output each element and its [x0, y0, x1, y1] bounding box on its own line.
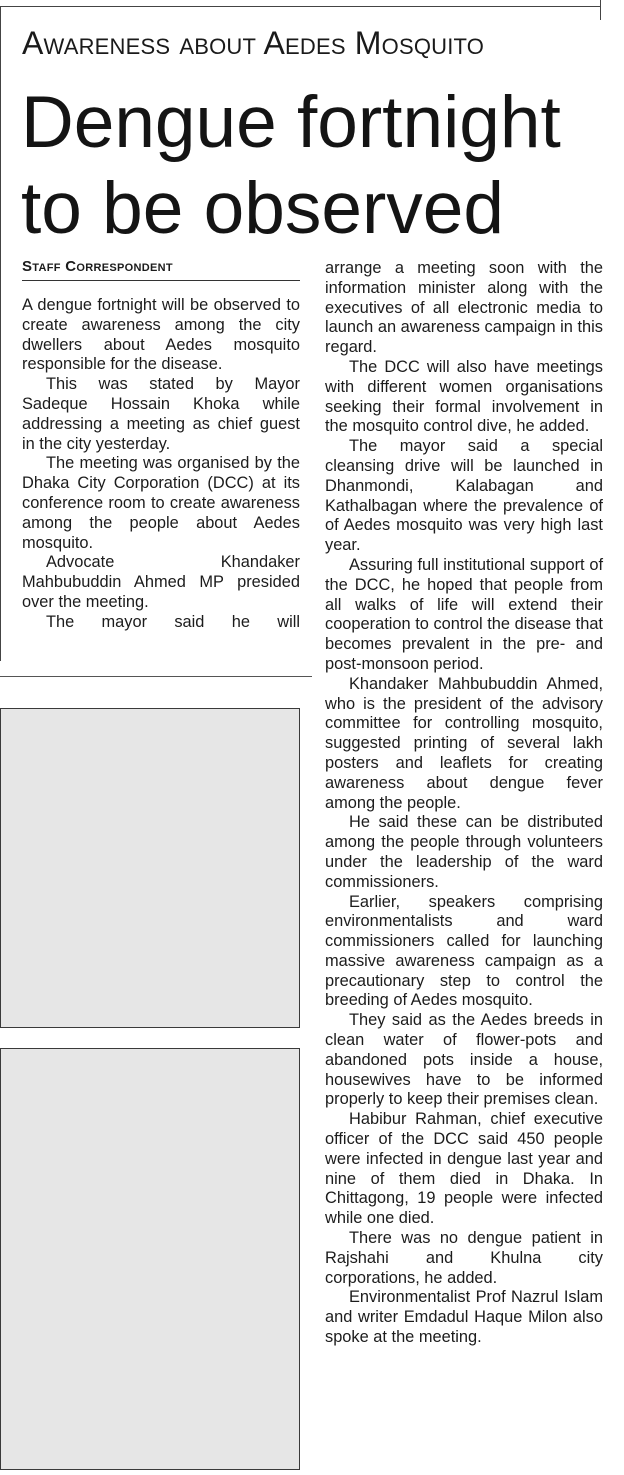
paragraph: Habibur Rahman, chief executive officer of the DCC said 450 people were infected in dengue last year and nine of them died in Dhaka. In Chittagong, 19 people were infected while one died.	[325, 1110, 603, 1228]
frame-top-rule	[0, 6, 600, 7]
paragraph: A dengue fortnight will be observed to create awareness among the city dwellers about Aedes mosquito responsible for the disease.	[22, 296, 300, 374]
paragraph: The mayor said a special cleansing drive will be launched in Dhanmondi, Kalabagan and Kathalbagan where the prevalence of of Aedes mosquito was very high last year.	[325, 437, 603, 555]
paragraph: arrange a meeting soon with the information minister along with the executives of all electronic media to launch an awareness campaign in this regard.	[325, 259, 603, 357]
paragraph: Assuring full institutional support of the DCC, he hoped that people from all walks of life will extend their cooperation to control the disease that becomes prevalent in the pre- and post-monsoon period.	[325, 555, 603, 673]
byline-block	[22, 258, 300, 281]
section-divider	[0, 676, 312, 677]
article-column-2	[325, 259, 603, 1348]
frame-left-rule	[0, 6, 1, 661]
headline: Dengue fortnight to be observed	[21, 82, 561, 249]
paragraph: There was no dengue patient in Rajshahi and Khulna city corporations, he added.	[325, 1229, 603, 1287]
paragraph: They said as the Aedes breeds in clean water of flower-pots and abandoned pots inside a house, housewives have to be informed properly to keep their premises clean.	[325, 1011, 603, 1109]
paragraph: The mayor said he will	[46, 612, 300, 631]
byline: Staff Correspondent	[22, 258, 173, 275]
paragraph: He said these can be distributed among the people through volunteers under the leadership of the ward commissioners.	[325, 813, 603, 891]
paragraph: The DCC will also have meetings with different women organisations seeking their formal involvement in the mosquito control dive, he added.	[325, 357, 603, 436]
photo-placeholder	[0, 1048, 300, 1470]
article-column-1	[22, 296, 300, 633]
paragraph: The meeting was organised by the Dhaka City Corporation (DCC) at its conference room to create awareness among the people about Aedes mosquito.	[22, 454, 300, 552]
paragraph: Environmentalist Prof Nazrul Islam and writer Emdadul Haque Milon also spoke at the meeting.	[325, 1288, 603, 1347]
frame-right-rule	[600, 0, 601, 20]
paragraph: Earlier, speakers comprising environmentalists and ward commissioners called for launching massive awareness campaign as a precautionary step to control the breeding of Aedes mosquito.	[325, 892, 603, 1010]
paragraph: Khandaker Mahbubuddin Ahmed, who is the president of the advisory committee for controlling mosquito, suggested printing of several lakh posters and leaflets for creating awareness about dengue fever among the people.	[325, 674, 603, 812]
paragraph: Advocate Khandaker Mahbubuddin Ahmed MP presided over the meeting.	[22, 553, 300, 611]
photo-placeholder	[0, 708, 300, 1028]
kicker-headline: Awareness about Aedes Mosquito	[22, 25, 485, 61]
paragraph: This was stated by Mayor Sadeque Hossain Khoka while addressing a meeting as chief guest in the city yesterday.	[22, 375, 300, 453]
